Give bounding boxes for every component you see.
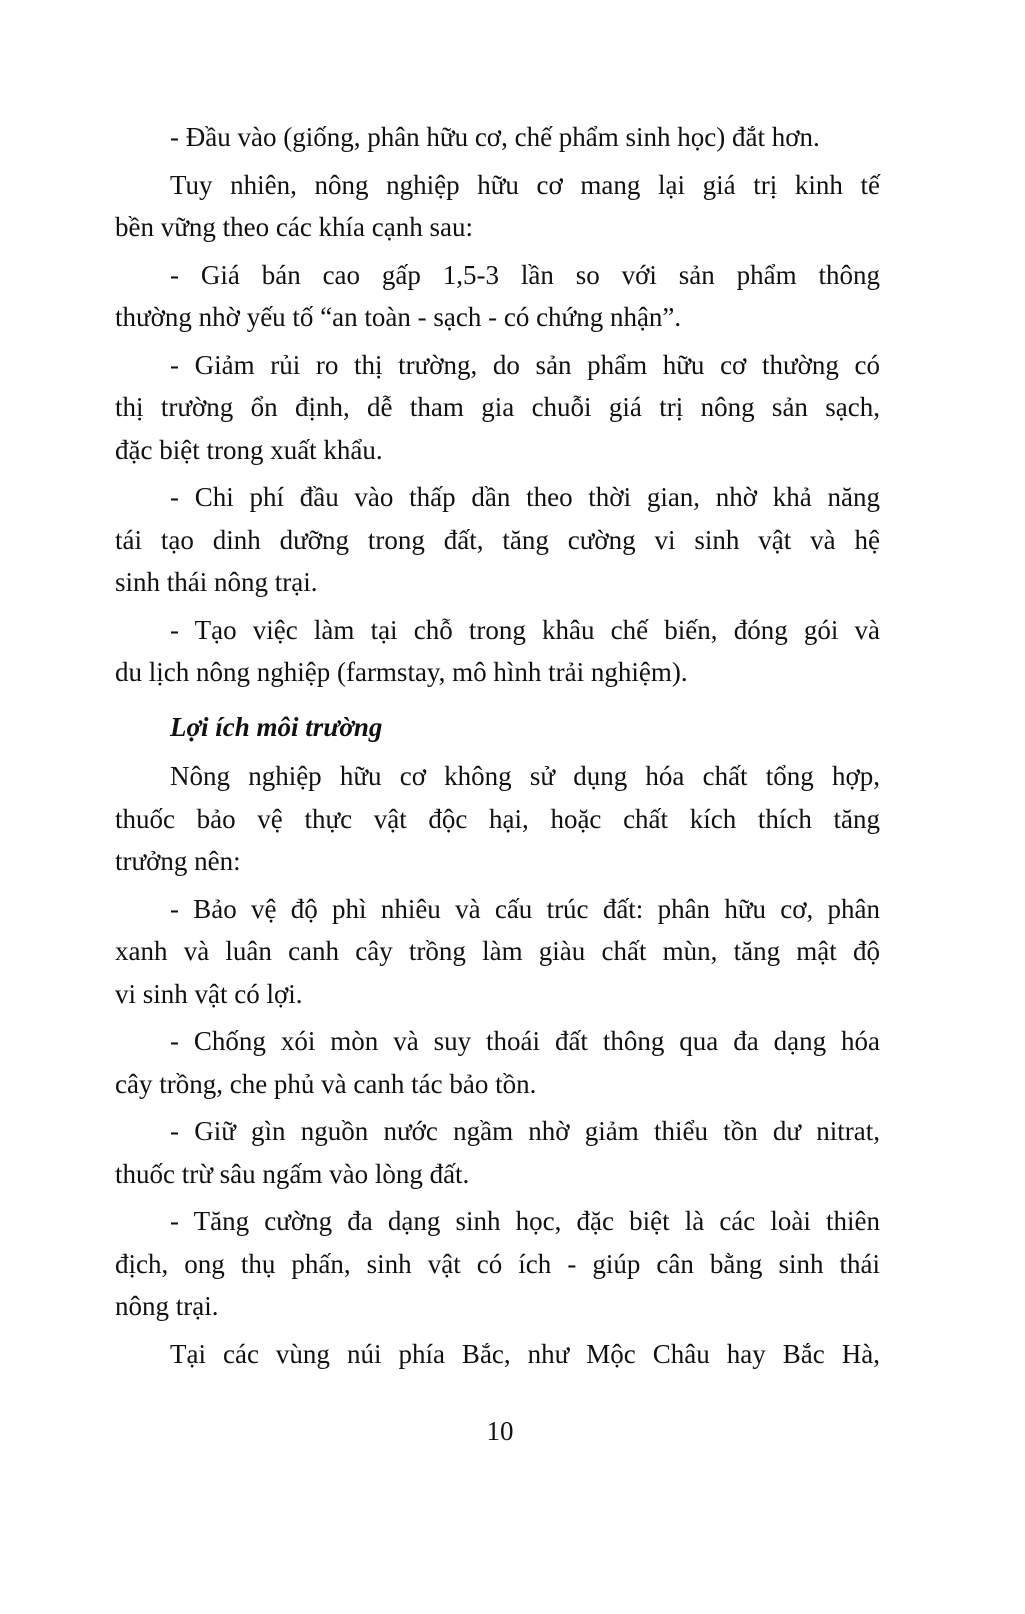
section-heading: Lợi ích môi trường [170,711,383,742]
text-line: - Chống xói mòn và suy thoái đất thông qua đa dạng hóa [170,1026,880,1056]
paragraph [115,609,880,694]
section-economic-benefits [115,116,880,694]
text-line: - Tăng cường đa dạng sinh học, đặc biệt là các loài thiên [170,1206,880,1236]
text-line: trưởng nên: [115,846,241,876]
text-line: thuốc bảo vệ thực vật độc hại, hoặc chất kích thích tăng [115,803,880,834]
paragraph [115,1110,880,1195]
text-line: - Giá bán cao gấp 1,5-3 lần so với sản phẩm thông [170,259,880,290]
text-line: Nông nghiệp hữu cơ không sử dụng hóa chất tổng hợp, [170,761,880,791]
text-line: thị trường ổn định, dễ tham gia chuỗi giá trị nông sản sạch, [115,392,880,422]
text-line: vi sinh vật có lợi. [115,978,303,1009]
paragraph [115,1200,880,1328]
text-line: nông trại. [115,1291,219,1321]
paragraph [115,755,880,883]
text-line: xanh và luân canh cây trồng làm giàu chất mùn, tăng mật độ [115,936,880,966]
text-line: thuốc trừ sâu ngấm vào lòng đất. [115,1158,470,1189]
paragraph [115,164,880,249]
text-line: - Tạo việc làm tại chỗ trong khâu chế biến, đóng gói và [170,614,880,645]
page-number: 10 [486,1416,514,1446]
text-line: - Giảm rủi ro thị trường, do sản phẩm hữu cơ thường có [170,349,880,380]
text-line: địch, ong thụ phấn, sinh vật có ích - giúp cân bằng sinh thái [115,1248,880,1279]
text-line: sinh thái nông trại. [115,567,318,597]
text-line: Tại các vùng núi phía Bắc, như Mộc Châu hay Bắc Hà, [170,1338,880,1369]
paragraph [115,1020,880,1105]
text-line: thường nhờ yếu tố “an toàn - sạch - có chứng nhận”. [115,302,682,332]
text-line: tái tạo dinh dưỡng trong đất, tăng cường vi sinh vật và hệ [115,524,880,555]
paragraph [115,116,880,159]
text-line: - Đầu vào (giống, phân hữu cơ, chế phẩm sinh học) đắt hơn. [170,122,820,152]
section-environmental-benefits [115,755,880,1375]
text-line: - Bảo vệ độ phì nhiêu và cấu trúc đất: phân hữu cơ, phân [170,893,880,924]
page-body [115,116,880,1380]
text-line: đặc biệt trong xuất khẩu. [115,434,383,465]
paragraph [115,254,880,339]
text-line: Tuy nhiên, nông nghiệp hữu cơ mang lại giá trị kinh tế [170,169,880,200]
paragraph [115,888,880,1016]
text-line: du lịch nông nghiệp (farmstay, mô hình trải nghiệm). [115,657,688,687]
paragraph [115,344,880,472]
text-line: - Giữ gìn nguồn nước ngầm nhờ giảm thiểu tồn dư nitrat, [170,1116,880,1146]
text-line: bền vững theo các khía cạnh sau: [115,212,474,242]
text-line: cây trồng, che phủ và canh tác bảo tồn. [115,1068,537,1099]
paragraph [115,1333,880,1376]
paragraph [115,476,880,604]
text-line: - Chi phí đầu vào thấp dần theo thời gian, nhờ khả năng [170,482,880,512]
